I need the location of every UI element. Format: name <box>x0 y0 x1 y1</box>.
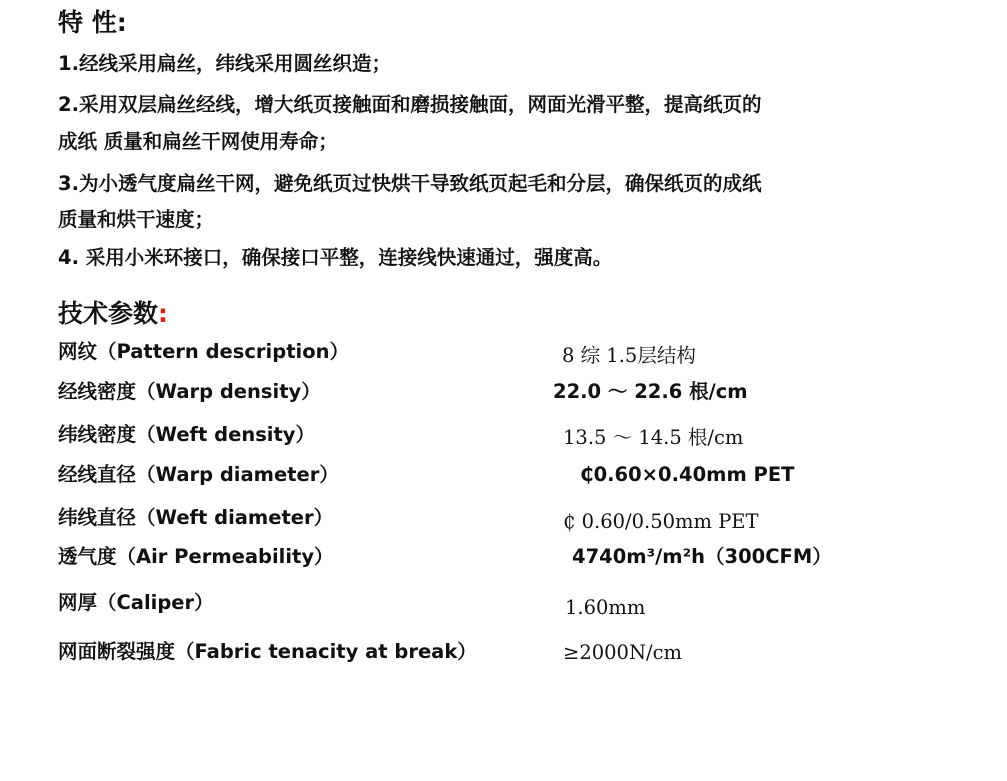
spec-value-warp-diameter: ₵0.60×0.40mm PET <box>580 463 795 486</box>
specs-heading-colon: : <box>158 299 169 328</box>
feature-line-4: 4. 采用小米环接口，确保接口平整，连接线快速通过，强度高。 <box>58 246 613 269</box>
spec-value-tenacity: ≥2000N/cm <box>563 641 683 664</box>
spec-value-caliper: 1.60mm <box>565 596 646 619</box>
spec-value-air-permeability: 4740m³/m²h（300CFM） <box>572 545 832 568</box>
spec-label-weft-diameter: 纬线直径（Weft diameter） <box>58 506 334 529</box>
spec-label-air-permeability: 透气度（Air Permeability） <box>58 545 334 568</box>
spec-label-weft-density: 纬线密度（Weft density） <box>58 423 316 446</box>
spec-label-tenacity: 网面断裂强度（Fabric tenacity at break） <box>58 640 477 663</box>
spec-value-weft-density: 13.5 ～ 14.5 根/cm <box>563 426 744 449</box>
spec-label-warp-density: 经线密度（Warp density） <box>58 380 321 403</box>
spec-label-warp-diameter: 经线直径（Warp diameter） <box>58 463 339 486</box>
spec-value-pattern: 8 综 1.5层结构 <box>562 344 696 367</box>
specs-heading-text: 技术参数 <box>58 299 159 328</box>
feature-line-3-cont: 质量和烘干速度； <box>58 208 215 231</box>
spec-label-pattern: 网纹（Pattern description） <box>58 340 349 363</box>
feature-line-2: 2.采用双层扁丝经线，增大纸页接触面和磨损接触面，网面光滑平整，提高纸页的 <box>58 93 762 116</box>
spec-label-caliper: 网厚（Caliper） <box>58 591 214 614</box>
feature-line-2-cont: 成纸 质量和扁丝干网使用寿命； <box>58 130 338 153</box>
spec-value-warp-density: 22.0 ～ 22.6 根/cm <box>553 380 748 403</box>
feature-line-3: 3.为小透气度扁丝干网，避免纸页过快烘干导致纸页起毛和分层，确保纸页的成纸 <box>58 172 762 195</box>
feature-line-1: 1.经线采用扁丝，纬线采用圆丝织造； <box>58 52 391 75</box>
features-heading: 特 性: <box>58 8 127 37</box>
specs-heading <box>58 299 168 329</box>
spec-value-weft-diameter: ₵ 0.60/0.50mm PET <box>563 510 759 533</box>
